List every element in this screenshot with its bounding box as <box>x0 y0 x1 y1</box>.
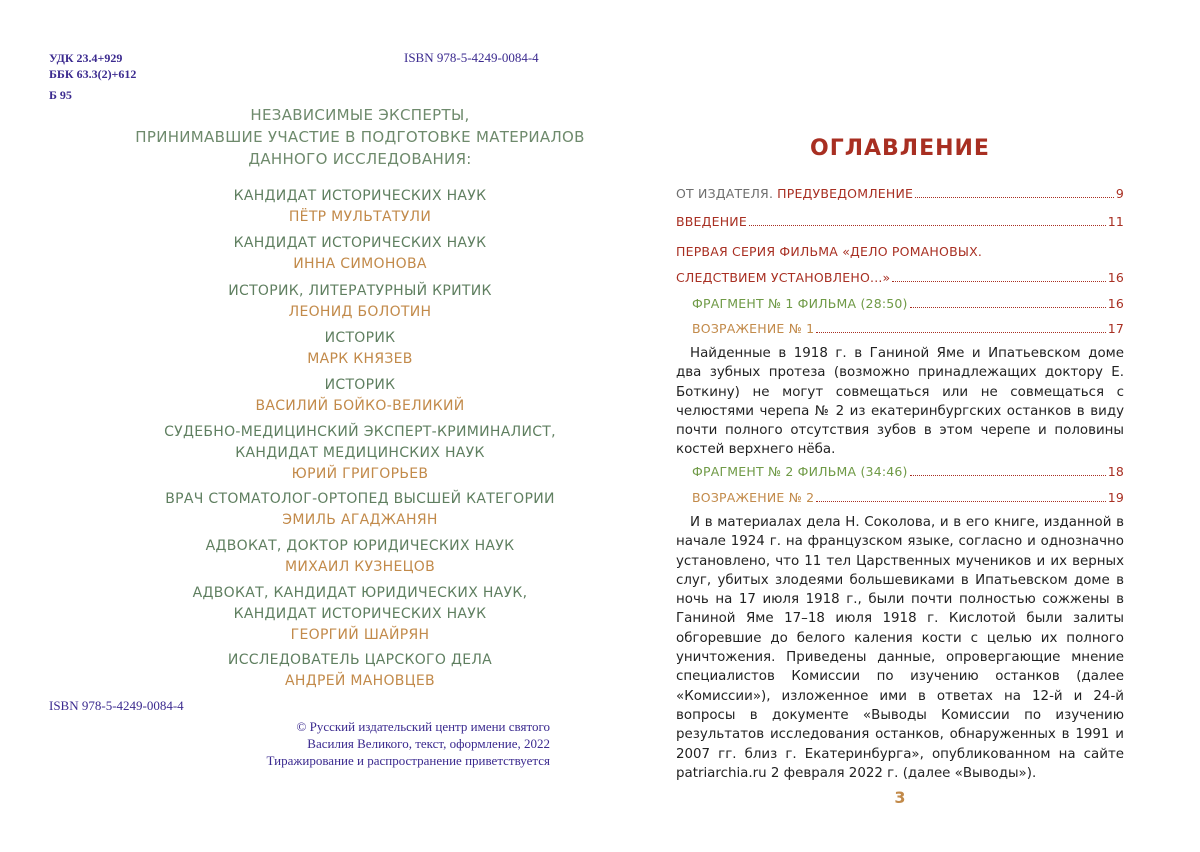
copyright-line: Тиражирование и распространение приветствуется <box>266 753 550 768</box>
expert-entry <box>60 281 660 323</box>
toc-label: ОТ ИЗДАТЕЛЯ. <box>676 186 774 201</box>
toc-title: ОГЛАВЛЕНИЕ <box>810 136 990 161</box>
paragraph-1: Найденные в 1918 г. в Ганиной Яме и Ипатьевском доме два зубных протеза (возможно принадлежащих доктору Е. Боткину) не могут совмещаться или не совмещаться с челюстями черепа № 2 из екатеринбургских останков в виду почти полного отсутствия зубов в этом черепе и половины костей верхнего нёба. <box>676 346 1124 458</box>
toc-leader <box>910 475 1106 476</box>
expert-entry <box>60 583 660 646</box>
expert-title: АДВОКАТ, ДОКТОР ЮРИДИЧЕСКИХ НАУК <box>205 538 515 554</box>
expert-title: АДВОКАТ, КАНДИДАТ ЮРИДИЧЕСКИХ НАУК, <box>192 585 528 601</box>
udk-code: УДК 23.4+929 <box>49 51 123 65</box>
experts-heading-line: ПРИНИМАВШИЕ УЧАСТИЕ В ПОДГОТОВКЕ МАТЕРИАЛОВ <box>135 128 585 146</box>
toc-label: ВОЗРАЖЕНИЕ № 2 <box>692 490 815 505</box>
expert-name: ГЕОРГИЙ ШАЙРЯН <box>290 627 430 643</box>
expert-entry <box>60 186 660 228</box>
expert-title: ИСТОРИК <box>324 377 396 393</box>
expert-name: МИХАИЛ КУЗНЕЦОВ <box>285 559 435 575</box>
experts-heading-line: НЕЗАВИСИМЫЕ ЭКСПЕРТЫ, <box>250 106 470 124</box>
toc-entry-series-line1[interactable] <box>676 244 1124 259</box>
toc-leader <box>816 501 1105 502</box>
toc-page: 9 <box>1115 186 1124 201</box>
toc-entry-series[interactable] <box>676 270 1124 285</box>
expert-name: АНДРЕЙ МАНОВЦЕВ <box>285 673 435 689</box>
expert-title: ИСТОРИК <box>324 330 396 346</box>
copyright-line: Василия Великого, текст, оформление, 2022 <box>307 736 550 751</box>
toc-label: ПЕРВАЯ СЕРИЯ ФИЛЬМА «ДЕЛО РОМАНОВЫХ. <box>676 244 983 259</box>
expert-title: КАНДИДАТ ИСТОРИЧЕСКИХ НАУК <box>233 188 487 204</box>
experts-heading-line: ДАННОГО ИССЛЕДОВАНИЯ: <box>248 150 472 168</box>
expert-entry <box>60 328 660 370</box>
toc-entry-objection-2[interactable] <box>692 490 1124 505</box>
toc-entry-fragment-2[interactable] <box>692 464 1124 479</box>
expert-title: ВРАЧ СТОМАТОЛОГ-ОРТОПЕД ВЫСШЕЙ КАТЕГОРИИ <box>165 491 555 507</box>
toc-leader <box>892 281 1105 282</box>
toc-page: 17 <box>1107 321 1124 336</box>
expert-name: ПЁТР МУЛЬТАТУЛИ <box>288 209 432 225</box>
isbn-bottom: ISBN 978-5-4249-0084-4 <box>49 698 184 713</box>
toc-entry-objection-1[interactable] <box>692 321 1124 336</box>
expert-name: ИННА СИМОНОВА <box>293 256 427 272</box>
expert-title-line2: КАНДИДАТ ИСТОРИЧЕСКИХ НАУК <box>233 606 487 622</box>
expert-name: ЭМИЛЬ АГАДЖАНЯН <box>282 512 438 528</box>
expert-title: СУДЕБНО-МЕДИЦИНСКИЙ ЭКСПЕРТ-КРИМИНАЛИСТ, <box>164 424 556 440</box>
bbk-code: ББК 63.3(2)+612 <box>49 67 137 81</box>
expert-name: ЮРИЙ ГРИГОРЬЕВ <box>291 466 429 482</box>
toc-label: ВОЗРАЖЕНИЕ № 1 <box>692 321 815 336</box>
expert-entry <box>60 489 660 531</box>
toc-page: 16 <box>1107 296 1124 311</box>
toc-page: 19 <box>1107 490 1124 505</box>
expert-entry <box>60 375 660 417</box>
toc-entry-intro[interactable] <box>676 214 1124 229</box>
expert-name: МАРК КНЯЗЕВ <box>307 351 413 367</box>
expert-title: КАНДИДАТ ИСТОРИЧЕСКИХ НАУК <box>233 235 487 251</box>
toc-label: ФРАГМЕНТ № 1 ФИЛЬМА (28:50) <box>692 296 908 311</box>
toc-label: ВВЕДЕНИЕ <box>676 214 747 229</box>
isbn-top: ISBN 978-5-4249-0084-4 <box>404 50 539 65</box>
expert-entry <box>60 650 660 692</box>
expert-title: ИСТОРИК, ЛИТЕРАТУРНЫЙ КРИТИК <box>228 283 492 299</box>
toc-leader <box>749 225 1106 226</box>
expert-entry <box>60 233 660 275</box>
toc-page: 18 <box>1107 464 1124 479</box>
expert-title: ИССЛЕДОВАТЕЛЬ ЦАРСКОГО ДЕЛА <box>227 652 493 668</box>
paragraph-2: И в материалах дела Н. Соколова, и в его книге, изданной в начале 1924 г. на французском языке, согласно и однозначно установлено, что 11 тел Царственных мучеников и их верных слуг, убитых злодеями большевиками в Ипатьевском доме в ночь на 17 июля 1918 г., были почти полностью сожжены в Ганиной Яме 17–18 июля 1918 г. Кислотой были залиты обгоревшие до белого каления кости с целью их полного уничтожения. Приведены данные, опровергающие мнение специалистов Комиссии по изучению останков (далее «Комиссии»), изложенное ими в ответах на 12-й и 24-й вопросы в документе «Выводы Комиссии по изучению результатов исследования останков, обнаруженных в 1991 и 2007 гг. близ г. Екатеринбурга», опубликованном на сайте patriarchia.ru 2 февраля 2022 г. (далее «Выводы»). <box>676 515 1124 781</box>
expert-name: ВАСИЛИЙ БОЙКО-ВЕЛИКИЙ <box>255 398 465 414</box>
toc-label: ПРЕДУВЕДОМЛЕНИЕ <box>777 186 914 201</box>
toc-leader <box>910 307 1106 308</box>
toc-entry-publisher[interactable] <box>676 186 1124 201</box>
toc-page: 11 <box>1107 214 1124 229</box>
toc-label: СЛЕДСТВИЕМ УСТАНОВЛЕНО...» <box>676 270 891 285</box>
expert-entry <box>60 536 660 578</box>
expert-entry <box>60 422 660 485</box>
toc-entry-fragment-1[interactable] <box>692 296 1124 311</box>
copyright-line: © Русский издательский центр имени святого <box>296 719 550 734</box>
toc-leader <box>816 332 1105 333</box>
udk-bbk-block <box>49 50 136 82</box>
page-number: 3 <box>894 788 906 807</box>
toc-label: ФРАГМЕНТ № 2 ФИЛЬМА (34:46) <box>692 464 908 479</box>
toc-page: 16 <box>1107 270 1124 285</box>
experts-heading <box>60 104 660 170</box>
copyright-block <box>210 718 550 769</box>
author-mark: Б 95 <box>49 88 72 102</box>
toc-leader <box>915 197 1114 198</box>
expert-title-line2: КАНДИДАТ МЕДИЦИНСКИХ НАУК <box>235 445 485 461</box>
expert-name: ЛЕОНИД БОЛОТИН <box>288 304 432 320</box>
